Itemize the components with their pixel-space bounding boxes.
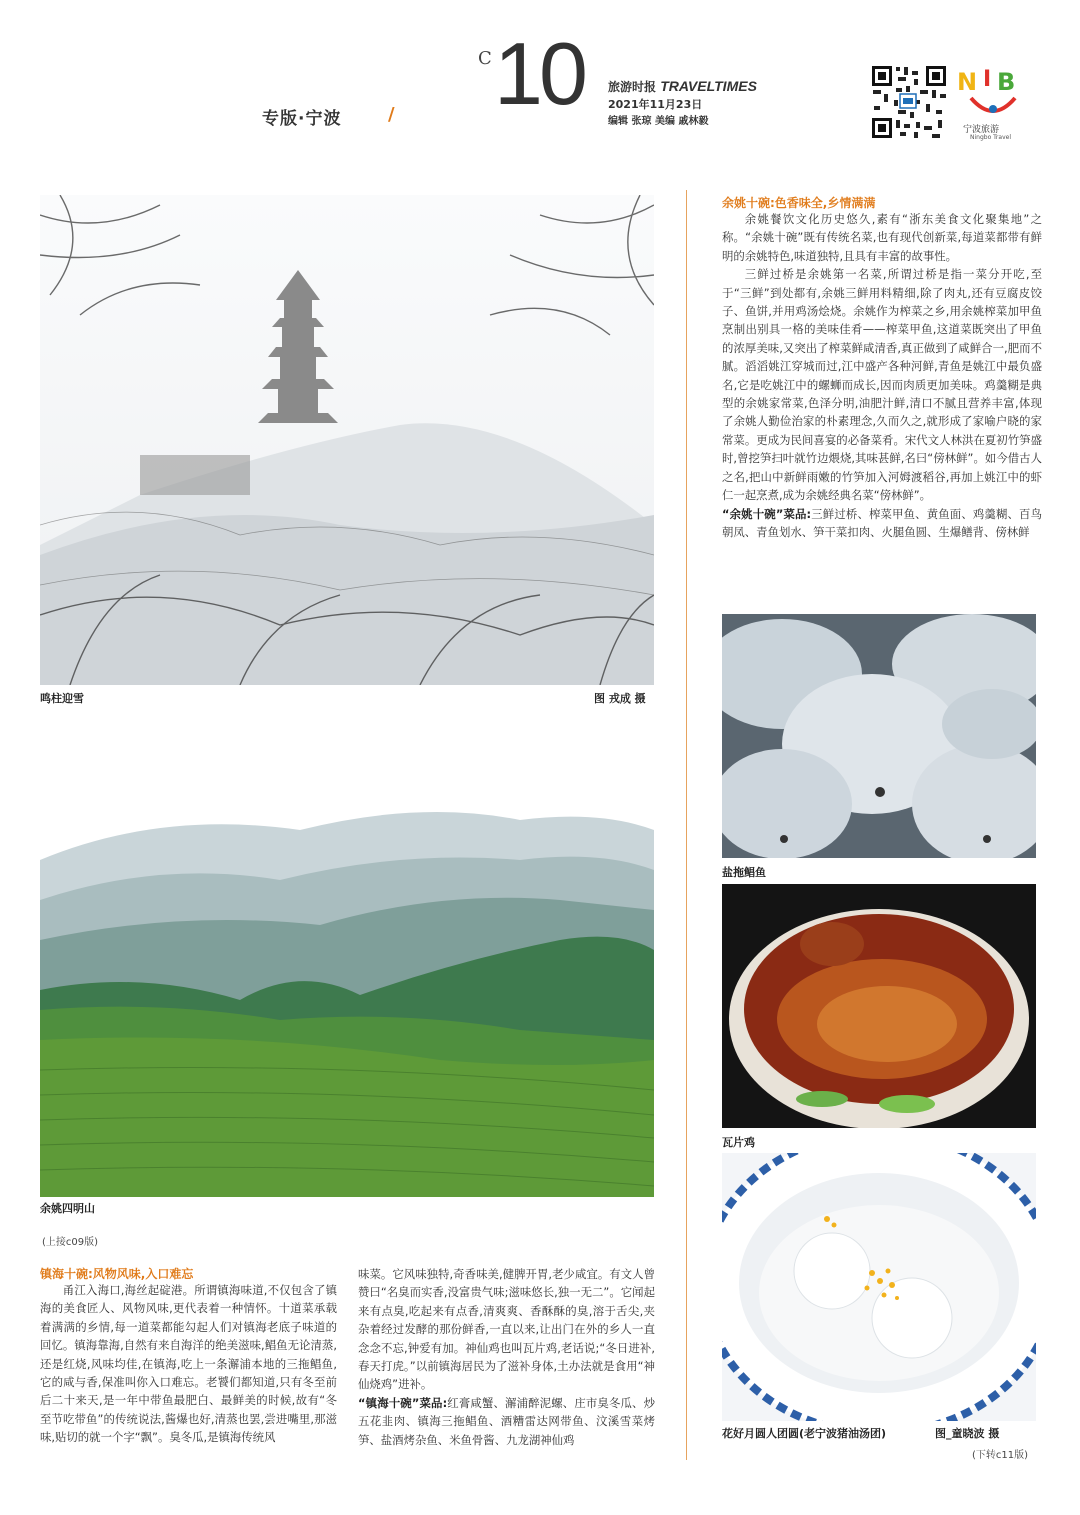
- mountain-tea-field-photo: [40, 710, 654, 1197]
- yuyao-dishes: [722, 505, 1042, 542]
- yuyao-article-title: 余姚十碗:色香味全,乡情满满: [722, 196, 876, 210]
- page-number: 10: [494, 24, 584, 123]
- continued-from-note: (上接c09版): [42, 1237, 99, 1248]
- photo-caption-fish: 盐拖鲳鱼: [722, 866, 766, 879]
- tangyuan-photo: [722, 1153, 1036, 1421]
- continued-to-note: (下转c11版): [972, 1450, 1029, 1461]
- section-slash: /: [388, 104, 395, 125]
- photo-credit-snow: 图 戎成 摄: [594, 692, 646, 705]
- zhenhai-column-1: [40, 1281, 337, 1447]
- zhenhai-paragraph-2: 味菜。它风味独特,奇香味美,健脾开胃,老少咸宜。有文人曾赞曰“名臭而实香,没富贵气味;滋味悠长,独一无二”。它闻起来有点臭,吃起来有点香,清爽爽、香酥酥的臭,溶于舌尖,夹杂着经过发酵的那份鲜香,一直以来,让出门在外的乡人一直念念不忘,钟爱有加。神仙鸡也叫瓦片鸡,老话说;“冬日进补,春天打虎。”以前镇海居民为了滋补身体,土办法就是食用“神仙烧鸡”进补。: [358, 1267, 655, 1392]
- photo-caption-mountain: 余姚四明山: [40, 1202, 95, 1215]
- yuyao-paragraph-1: 余姚餐饮文化历史悠久,素有“浙东美食文化聚集地”之称。“余姚十碗”既有传统名菜,也有现代创新菜,每道菜都带有鲜明的余姚特色,味道独特,且具有丰富的故事性。: [722, 212, 1042, 263]
- page-section-letter: C: [478, 48, 492, 69]
- issue-date: 2021年11月23日: [608, 98, 703, 111]
- logo-subtext: Ningbo Travel: [970, 134, 1011, 141]
- zhenhai-dishes: [358, 1394, 655, 1449]
- zhenhai-paragraph-1: 甬江入海口,海丝起碇港。所谓镇海味道,不仅包含了镇海的美食匠人、风物风味,更代表着一种情怀。十道菜承载着满满的乡情,每一道菜都能勾起人们对镇海老底子味道的回忆。镇海靠海,自然有来自海洋的绝美滋味,鲳鱼无论清蒸,还是红烧,风味均佳,在镇海,吃上一条澥浦本地的三拖鲳鱼,它的咸与香,保准叫你入口难忘。老饕们都知道,只有冬至前后二十来天,是一年中带鱼最肥白、最鲜美的时候,故有“冬至节吃带鱼”的传统说法,酱爆也好,清蒸也罢,尝进嘴里,那滋味,贴切的就一个字“飘”。臭冬瓜,是镇海传统风: [40, 1283, 337, 1445]
- newspaper-name-en: TRAVELTIMES: [660, 78, 757, 94]
- photo-caption-snow: 鸣柱迎雪: [40, 692, 84, 705]
- zhenhai-dishes-list: 红膏咸蟹、澥浦醉泥螺、庄市臭冬瓜、炒五花韭肉、镇海三拖鲳鱼、酒糟雷达网带鱼、汶溪雪菜烤笋、盐酒烤杂鱼、米鱼骨酱、九龙湖神仙鸡: [358, 1395, 655, 1447]
- zhenhai-dishes-label: “镇海十碗”菜品:: [358, 1395, 448, 1410]
- newspaper-name: [608, 78, 757, 95]
- svg-text:N: N: [957, 68, 978, 96]
- snow-pagoda-photo: [40, 195, 654, 685]
- photo-caption-chicken: 瓦片鸡: [722, 1136, 755, 1149]
- column-divider: [686, 190, 687, 1460]
- yuyao-dishes-list: 三鲜过桥、榨菜甲鱼、黄鱼面、鸡羹糊、百鸟朝凤、青鱼划水、笋干菜扣肉、火腿鱼圆、生爆鳝背、傍林鲜: [722, 506, 1042, 539]
- editors-line: 编辑 张琼 美编 戚林毅: [608, 116, 709, 127]
- svg-text:B: B: [997, 68, 1016, 96]
- zhenhai-column-2: [358, 1265, 655, 1449]
- zhenhai-article-title: 镇海十碗:风物风味,入口难忘: [40, 1267, 194, 1281]
- logo-text: 宁波旅游: [963, 125, 1000, 135]
- photo-credit-tangyuan: 图_童晓波 摄: [935, 1427, 1000, 1440]
- yuyao-article-body: [722, 210, 1042, 541]
- yuyao-dishes-label: “余姚十碗”菜品:: [722, 506, 812, 521]
- section-title: 专版·宁波: [262, 109, 342, 129]
- newspaper-name-cn: 旅游时报: [608, 80, 657, 94]
- roast-chicken-photo: [722, 884, 1036, 1128]
- qr-code-icon: [870, 64, 948, 140]
- pomfret-fish-photo: [722, 614, 1036, 858]
- photo-caption-tangyuan: 花好月圆人团圆(老宁波猪油汤团): [722, 1427, 887, 1440]
- yuyao-paragraph-2: 三鲜过桥是余姚第一名菜,所谓过桥是指一菜分开吃,至于“三鲜”到处都有,余姚三鲜用料精细,除了肉丸,还有豆腐皮饺子、鱼饼,并用鸡汤烩烧。余姚作为榨菜之乡,用余姚榨菜加甲鱼烹制出别具一格的美味佳肴——榨菜甲鱼,这道菜既突出了甲鱼的浓厚美味,又突出了榨菜鲜咸清香,真正做到了咸鲜合一,肥而不腻。滔滔姚江穿城而过,江中盛产各种河鲜,青鱼是姚江中最负盛名,它是吃姚江中的螺蛳而成长,因而肉质更加美味。鸡羹糊是典型的余姚家常菜,色泽分明,油肥汁鲜,清口不腻且营养丰富,体现了余姚人勤俭治家的朴素理念,久而久之,就形成了家喻户晓的家常菜。更成为民间喜宴的必备菜肴。宋代文人林洪在夏初竹笋盛时,曾挖笋扫叶就竹边煨烧,其味甚鲜,名曰“傍林鲜”。如今借古人之名,把山中新鲜雨嫩的竹笋加入河姆渡稻谷,再加上姚江中的虾仁一起烹煮,成为余姚经典名菜“傍林鲜”。: [722, 267, 1042, 503]
- svg-text:I: I: [983, 67, 992, 92]
